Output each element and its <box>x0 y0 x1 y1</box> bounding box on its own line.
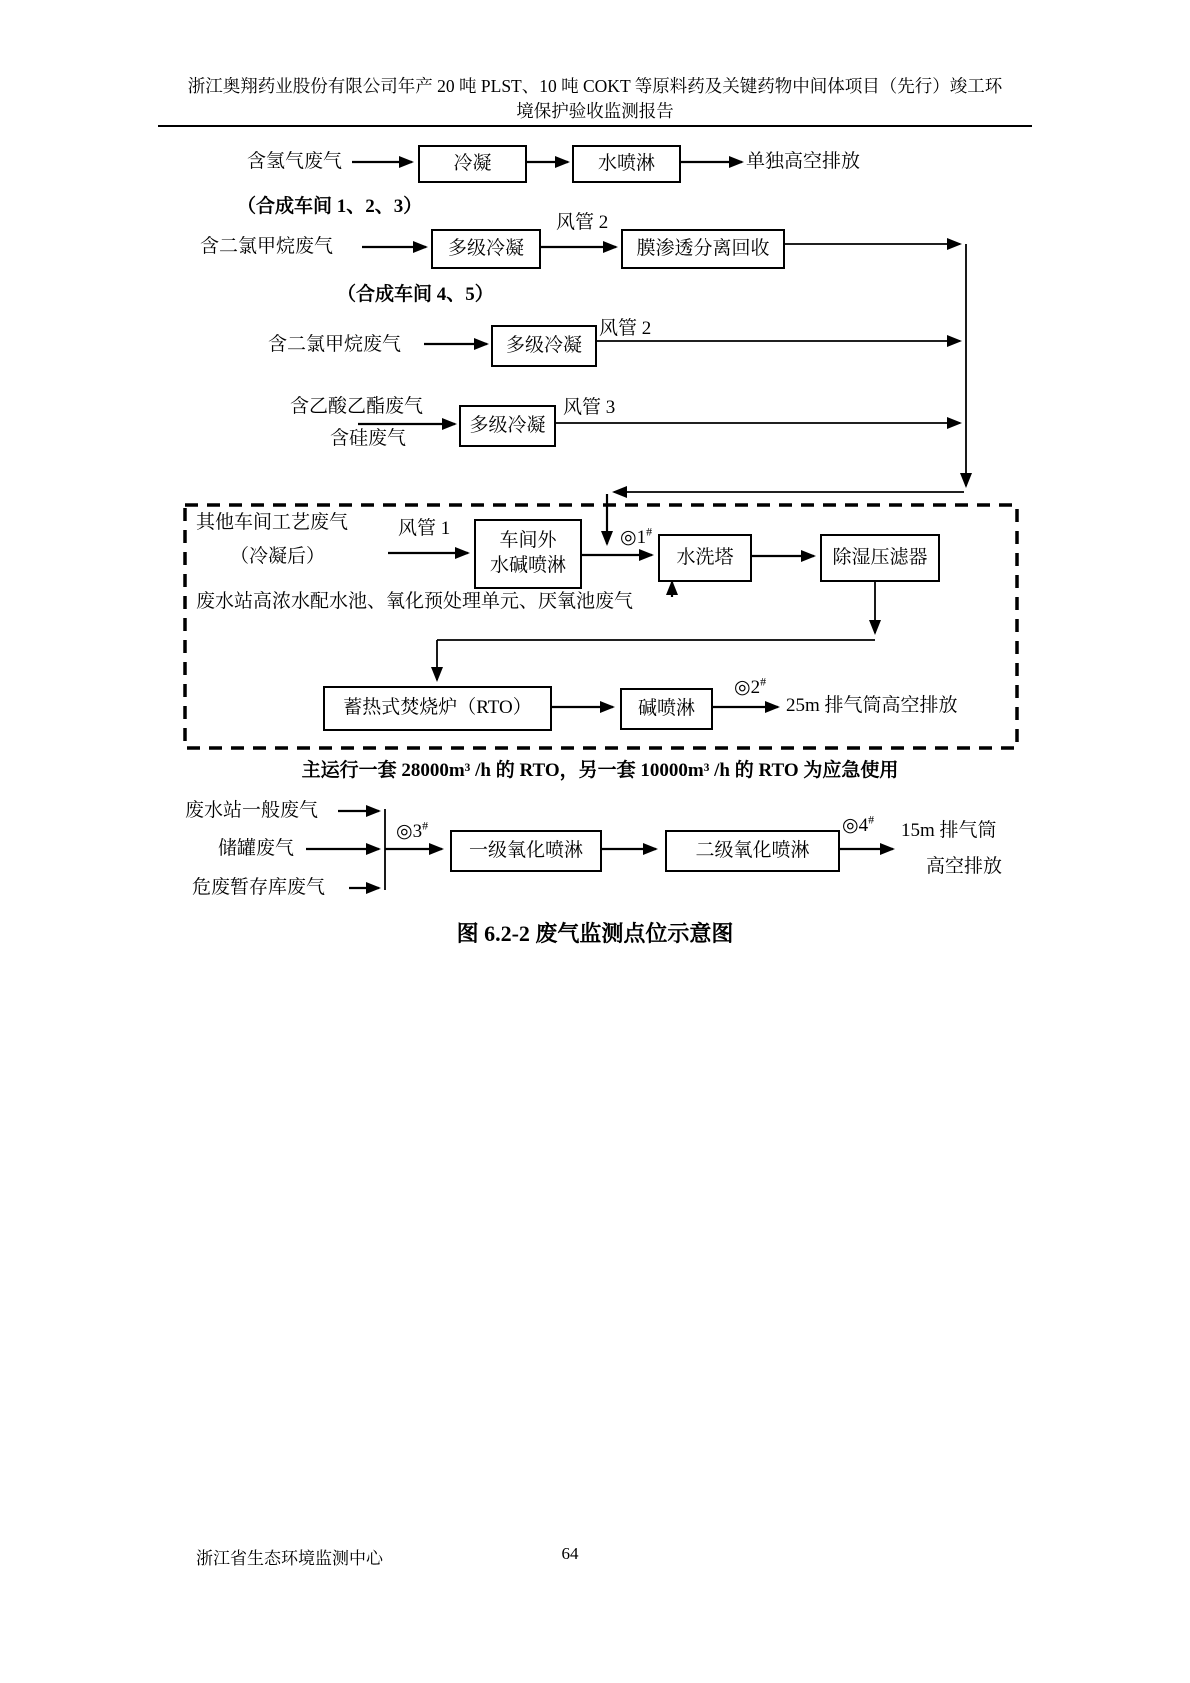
process-box-multistage-condensation-3: 多级冷凝 <box>459 405 556 447</box>
outlet-label-15m-stack-line1: 15m 排气筒 <box>901 820 997 841</box>
process-box-alkali-spray: 碱喷淋 <box>620 688 713 730</box>
source-label-hydrogen-gas: 含氢气废气 <box>247 151 343 172</box>
source-label-other-workshops: 其他车间工艺废气 <box>196 512 349 533</box>
process-box-outdoor-alkali-scrubber <box>474 519 582 589</box>
source-label-storage-tank: 储罐废气 <box>218 838 295 859</box>
source-label-silicon: 含硅废气 <box>330 428 407 449</box>
scrubber-line1: 车间外 水碱喷淋 <box>489 530 566 576</box>
source-label-dcm-workshops45: 含二氯甲烷废气 <box>268 334 402 355</box>
process-box-primary-oxidation-spray: 一级氧化喷淋 <box>450 830 602 872</box>
process-box-membrane-recovery: 膜渗透分离回收 <box>621 229 785 269</box>
process-box-condensation: 冷凝 <box>418 145 527 183</box>
source-label-hazardous-waste-storage: 危废暂存库废气 <box>192 877 326 898</box>
monitoring-point-4-marker: ◎4# <box>842 812 875 836</box>
source-label-wastewater-station-units: 废水站高浓水配水池、氧化预处理单元、厌氧池废气 <box>196 591 634 612</box>
outlet-label-15m-stack-line2: 高空排放 <box>926 856 1003 877</box>
duct-label-3: 风管 3 <box>563 397 616 418</box>
source-label-dcm-workshops123: 含二氯甲烷废气 <box>200 236 334 257</box>
group-label-workshops-123: （合成车间 1、2、3） <box>237 196 423 217</box>
source-label-wastewater-general: 废水站一般废气 <box>185 800 319 821</box>
process-box-multistage-condensation-2: 多级冷凝 <box>491 325 597 367</box>
monitoring-point-3-marker: ◎3# <box>396 818 429 842</box>
source-label-after-condensation: （冷凝后） <box>230 546 326 567</box>
outlet-label-25m-stack: 25m 排气筒高空排放 <box>786 695 958 716</box>
footer-organization: 浙江省生态环境监测中心 <box>196 1549 383 1568</box>
duct-label-1: 风管 1 <box>398 518 451 539</box>
process-box-dehumidify-filter: 除湿压滤器 <box>820 534 940 582</box>
duct-label-2b: 风管 2 <box>599 318 652 339</box>
footer-page-number: 64 <box>561 1544 579 1563</box>
header-title-line1: 浙江奥翔药业股份有限公司年产 20 吨 PLST、10 吨 COKT 等原料药及关键药物中间体项目（先行）竣工环 <box>187 76 1003 96</box>
figure-caption: 图 6.2-2 废气监测点位示意图 <box>456 921 734 946</box>
process-box-rto-incinerator: 蓄热式焚烧炉（RTO） <box>323 686 552 731</box>
process-box-water-spray: 水喷淋 <box>572 145 681 183</box>
process-box-secondary-oxidation-spray: 二级氧化喷淋 <box>665 830 840 872</box>
rto-operation-note: 主运行一套 28000m³ /h 的 RTO，另一套 10000m³ /h 的 RTO 为应急使用 <box>301 760 899 781</box>
process-box-multistage-condensation-1: 多级冷凝 <box>431 229 541 269</box>
outlet-label-separate-stack: 单独高空排放 <box>746 151 861 172</box>
duct-label-2a: 风管 2 <box>556 212 609 233</box>
process-box-water-wash-tower: 水洗塔 <box>658 534 752 582</box>
monitoring-point-2-marker: ◎2# <box>734 674 767 698</box>
header-title-line2: 境保护验收监测报告 <box>516 101 674 121</box>
source-label-ethyl-acetate: 含乙酸乙酯废气 <box>290 396 424 417</box>
monitoring-point-1-marker: ◎1# <box>620 524 653 548</box>
group-label-workshops-45: （合成车间 4、5） <box>337 284 494 305</box>
